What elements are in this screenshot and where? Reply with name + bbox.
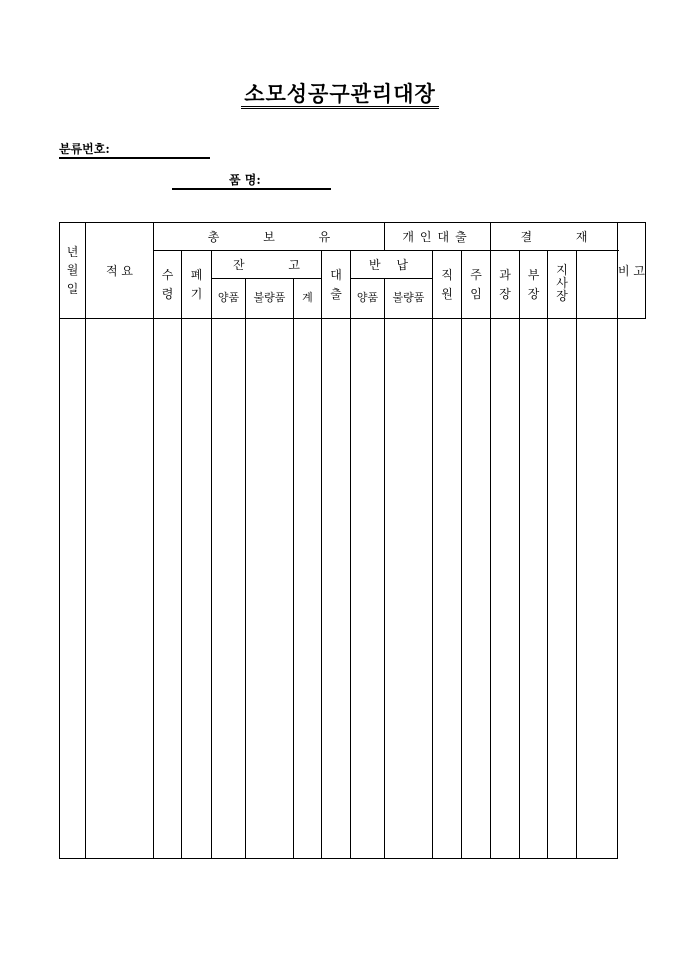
header-staff: 직원 [433,251,462,319]
header-date: 년월일 [60,223,86,319]
cell-defective[interactable] [246,319,294,859]
cell-return-good[interactable] [351,319,385,859]
cell-dept-head[interactable] [520,319,548,859]
cell-return-defective[interactable] [385,319,433,859]
cell-summary[interactable] [86,319,154,859]
cell-date[interactable] [60,319,86,859]
cell-remarks[interactable] [577,319,618,859]
item-name-line [172,188,331,190]
header-remarks: 비 고 [618,223,646,319]
header-personal-loan: 개인대출 [385,223,491,251]
header-loan: 대출 [322,251,351,319]
header-return-defective: 불량품 [385,279,433,319]
cell-branch-head[interactable] [548,319,577,859]
title-underline [241,106,439,109]
header-approval: 결 재 [491,223,618,251]
header-section-head: 과장 [491,251,520,319]
header-balance: 잔 고 [212,251,322,279]
ledger-table [59,222,646,859]
cell-loan[interactable] [322,319,351,859]
header-summary: 적 요 [86,223,154,319]
cell-chief[interactable] [462,319,491,859]
category-number-label: 분류번호: [59,142,110,156]
header-subtotal: 계 [294,279,322,319]
item-name-label: 품 명: [229,173,261,187]
header-total-holdings: 총 보 유 [154,223,385,251]
cell-receipt[interactable] [154,319,182,859]
header-return: 반 납 [351,251,433,279]
header-chief: 주임 [462,251,491,319]
category-number-line [59,157,210,159]
header-good: 양품 [212,279,246,319]
header-disposal: 폐기 [182,251,212,319]
document-title: 소모성공구관리대장 [0,78,680,108]
cell-disposal[interactable] [182,319,212,859]
cell-good[interactable] [212,319,246,859]
cell-staff[interactable] [433,319,462,859]
header-dept-head: 부장 [520,251,548,319]
cell-section-head[interactable] [491,319,520,859]
header-return-good: 양품 [351,279,385,319]
header-branch-head: 지사장 [548,251,577,319]
header-receipt: 수령 [154,251,182,319]
cell-subtotal[interactable] [294,319,322,859]
header-defective: 불량품 [246,279,294,319]
table-body-row [60,319,646,859]
